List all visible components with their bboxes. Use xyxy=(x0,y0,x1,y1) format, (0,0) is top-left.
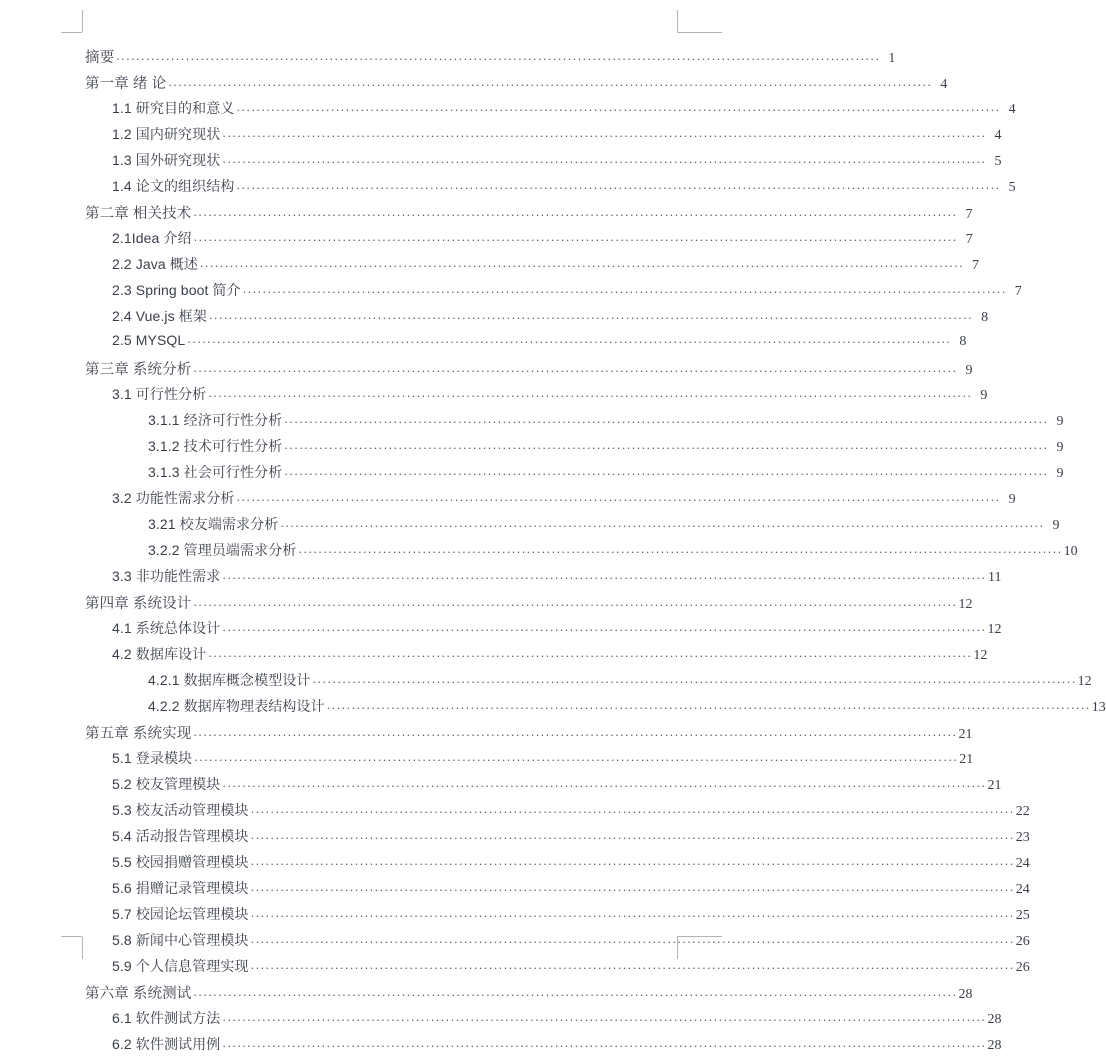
toc-entry-label: 2.2 Java 概述 xyxy=(112,256,198,272)
table-of-contents xyxy=(85,46,1106,1060)
toc-page-number: 12 xyxy=(1077,674,1092,689)
toc-page-number: 7 xyxy=(1014,284,1022,299)
crop-mark-bottom-left-icon xyxy=(61,936,83,959)
toc-page-number: 12 xyxy=(973,648,988,663)
toc-entry-label: 5.4 活动报告管理模块 xyxy=(112,828,249,844)
toc-entry[interactable] xyxy=(85,566,1002,592)
toc-entry[interactable] xyxy=(85,72,948,98)
toc-dot-leader xyxy=(251,854,1015,867)
toc-page-number: 10 xyxy=(1063,544,1078,559)
toc-entry[interactable] xyxy=(85,956,1030,982)
toc-entry-label: 3.1 可行性分析 xyxy=(112,386,207,402)
toc-entry-label: 5.3 校友活动管理模块 xyxy=(112,802,249,818)
toc-entry-label: 2.5 MYSQL xyxy=(112,332,186,348)
toc-entry[interactable] xyxy=(85,852,1030,878)
toc-entry[interactable] xyxy=(85,670,1092,696)
toc-page-number: 4 xyxy=(994,128,1002,143)
toc-page-number: 9 xyxy=(965,363,973,378)
toc-page-number: 1 xyxy=(888,51,896,66)
crop-mark-vertical-rule xyxy=(82,937,83,959)
toc-dot-leader xyxy=(222,568,986,581)
toc-page-number: 23 xyxy=(1015,830,1030,845)
toc-entry[interactable] xyxy=(85,748,974,774)
toc-dot-leader xyxy=(284,464,1048,477)
toc-dot-leader xyxy=(208,386,972,399)
toc-entry[interactable] xyxy=(85,254,980,280)
toc-dot-leader xyxy=(284,412,1048,425)
toc-entry[interactable] xyxy=(85,514,1060,540)
toc-page-number: 5 xyxy=(994,154,1002,169)
toc-dot-leader xyxy=(193,725,957,738)
toc-entry[interactable] xyxy=(85,358,973,384)
toc-dot-leader xyxy=(236,490,1000,503)
toc-entry-label: 3.1.1 经济可行性分析 xyxy=(148,412,283,428)
toc-page-number: 4 xyxy=(1008,102,1016,117)
toc-dot-leader xyxy=(222,152,986,165)
toc-entry[interactable] xyxy=(85,410,1064,436)
toc-entry-label: 1.2 国内研究现状 xyxy=(112,126,221,142)
toc-page-number: 28 xyxy=(987,1012,1002,1027)
toc-entry-label: 5.7 校园论坛管理模块 xyxy=(112,906,249,922)
toc-entry-label: 2.4 Vue.js 框架 xyxy=(112,308,207,324)
toc-entry[interactable] xyxy=(85,930,1030,956)
toc-dot-leader xyxy=(284,438,1048,451)
toc-dot-leader xyxy=(193,361,957,374)
toc-entry-label: 5.1 登录模块 xyxy=(112,750,193,766)
toc-entry[interactable] xyxy=(85,98,1016,124)
toc-entry[interactable] xyxy=(85,436,1064,462)
toc-entry-label: 3.3 非功能性需求 xyxy=(112,568,221,584)
toc-entry-label: 5.6 捐赠记录管理模块 xyxy=(112,880,249,896)
toc-page-number: 21 xyxy=(958,727,973,742)
toc-page-number: 9 xyxy=(1052,518,1060,533)
toc-entry-label: 5.2 校友管理模块 xyxy=(112,776,221,792)
toc-entry[interactable] xyxy=(85,774,1002,800)
toc-page-number: 28 xyxy=(987,1038,1002,1053)
toc-entry-label: 3.1.3 社会可行性分析 xyxy=(148,464,283,480)
toc-entry-label: 第五章 系统实现 xyxy=(85,726,192,742)
toc-entry[interactable] xyxy=(85,488,1016,514)
toc-entry[interactable] xyxy=(85,540,1078,566)
toc-dot-leader xyxy=(251,828,1015,841)
toc-dot-leader xyxy=(193,205,957,218)
toc-page-number: 9 xyxy=(980,388,988,403)
toc-dot-leader xyxy=(222,776,986,789)
toc-entry-label: 6.1 软件测试方法 xyxy=(112,1010,221,1026)
toc-entry[interactable] xyxy=(85,1008,1002,1034)
toc-page-number: 8 xyxy=(981,310,989,325)
toc-entry[interactable] xyxy=(85,904,1030,930)
toc-page-number: 7 xyxy=(965,207,973,222)
toc-entry-label: 4.2.1 数据库概念模型设计 xyxy=(148,672,311,688)
toc-page-number: 12 xyxy=(987,622,1002,637)
toc-dot-leader xyxy=(222,1036,986,1049)
toc-entry[interactable] xyxy=(85,202,973,228)
toc-page-number: 11 xyxy=(988,570,1002,585)
toc-page-number: 25 xyxy=(1015,908,1030,923)
toc-entry[interactable] xyxy=(85,618,1002,644)
toc-dot-leader xyxy=(209,308,973,321)
toc-entry[interactable] xyxy=(85,826,1030,852)
toc-entry-label: 1.4 论文的组织结构 xyxy=(112,178,235,194)
crop-mark-horizontal-rule xyxy=(677,32,722,33)
toc-entry-label: 3.2 功能性需求分析 xyxy=(112,490,235,506)
toc-dot-leader xyxy=(168,75,932,88)
crop-mark-horizontal-rule xyxy=(61,936,82,937)
toc-entry[interactable] xyxy=(85,878,1030,904)
toc-entry[interactable] xyxy=(85,982,973,1008)
toc-page-number: 9 xyxy=(1056,440,1064,455)
toc-entry[interactable] xyxy=(85,280,1022,306)
toc-entry[interactable] xyxy=(85,722,973,748)
toc-dot-leader xyxy=(236,178,1000,191)
toc-dot-leader xyxy=(236,100,1000,113)
toc-entry-label: 2.1Idea 介绍 xyxy=(112,230,192,246)
toc-entry-label: 4.2 数据库设计 xyxy=(112,646,207,662)
crop-mark-vertical-rule xyxy=(677,10,678,32)
toc-dot-leader xyxy=(193,595,957,608)
toc-entry-label: 4.1 系统总体设计 xyxy=(112,620,221,636)
toc-entry-label: 1.3 国外研究现状 xyxy=(112,152,221,168)
toc-entry[interactable] xyxy=(85,592,973,618)
toc-entry-label: 2.3 Spring boot 简介 xyxy=(112,282,241,298)
toc-entry[interactable] xyxy=(85,306,989,332)
toc-dot-leader xyxy=(222,620,986,633)
toc-dot-leader xyxy=(222,1010,986,1023)
toc-dot-leader xyxy=(222,126,986,139)
toc-entry-label: 5.5 校园捐赠管理模块 xyxy=(112,854,249,870)
toc-entry-label: 6.2 软件测试用例 xyxy=(112,1036,221,1052)
toc-dot-leader xyxy=(116,49,880,62)
toc-page-number: 26 xyxy=(1015,960,1030,975)
toc-entry-label: 3.1.2 技术可行性分析 xyxy=(148,438,283,454)
toc-page-number: 9 xyxy=(1008,492,1016,507)
toc-entry[interactable] xyxy=(85,384,988,410)
toc-page-number: 9 xyxy=(1056,414,1064,429)
toc-entry[interactable] xyxy=(85,150,1002,176)
toc-entry[interactable] xyxy=(85,696,1106,722)
toc-entry[interactable] xyxy=(85,176,1016,202)
toc-dot-leader xyxy=(194,750,958,763)
toc-page-number: 22 xyxy=(1015,804,1030,819)
toc-page-number: 21 xyxy=(959,752,974,767)
toc-dot-leader xyxy=(251,802,1015,815)
toc-entry-label: 第二章 相关技术 xyxy=(85,206,192,222)
crop-mark-top-right-icon xyxy=(677,10,723,33)
toc-page-number: 24 xyxy=(1015,882,1030,897)
toc-entry-label: 1.1 研究目的和意义 xyxy=(112,100,235,116)
toc-entry-label: 第一章 绪 论 xyxy=(85,76,167,92)
toc-entry[interactable] xyxy=(85,332,967,358)
toc-entry[interactable] xyxy=(85,800,1030,826)
toc-page-number: 4 xyxy=(940,77,948,92)
toc-dot-leader xyxy=(313,672,1077,685)
toc-entry-label: 5.9 个人信息管理实现 xyxy=(112,958,249,974)
toc-dot-leader xyxy=(208,646,972,659)
toc-entry-label: 3.21 校友端需求分析 xyxy=(148,516,279,532)
toc-dot-leader xyxy=(327,698,1091,711)
toc-entry[interactable] xyxy=(85,644,988,670)
toc-page-number: 12 xyxy=(958,597,973,612)
toc-entry-label: 5.8 新闻中心管理模块 xyxy=(112,932,249,948)
crop-mark-top-left-icon xyxy=(61,10,83,33)
toc-dot-leader xyxy=(280,516,1044,529)
crop-mark-vertical-rule xyxy=(82,10,83,32)
toc-entry[interactable] xyxy=(85,46,896,72)
toc-page-number: 26 xyxy=(1015,934,1030,949)
toc-page-number: 28 xyxy=(958,987,973,1002)
toc-entry-label: 3.2.2 管理员端需求分析 xyxy=(148,542,297,558)
toc-entry[interactable] xyxy=(85,228,973,254)
toc-page-number: 13 xyxy=(1091,700,1106,715)
toc-dot-leader xyxy=(251,880,1015,893)
toc-dot-leader xyxy=(187,332,951,345)
toc-dot-leader xyxy=(251,906,1015,919)
toc-entry[interactable] xyxy=(85,462,1064,488)
toc-dot-leader xyxy=(243,282,1007,295)
toc-dot-leader xyxy=(251,958,1015,971)
toc-page-number: 5 xyxy=(1008,180,1016,195)
toc-page-number: 8 xyxy=(959,334,967,349)
toc-entry[interactable] xyxy=(85,1034,1002,1060)
toc-dot-leader xyxy=(251,932,1015,945)
toc-entry-label: 4.2.2 数据库物理表结构设计 xyxy=(148,698,325,714)
toc-entry-label: 摘要 xyxy=(85,50,115,66)
toc-page-number: 21 xyxy=(987,778,1002,793)
toc-entry-label: 第三章 系统分析 xyxy=(85,362,192,378)
toc-page-number: 7 xyxy=(965,232,973,247)
toc-page-number: 24 xyxy=(1015,856,1030,871)
toc-page-number: 7 xyxy=(972,258,980,273)
toc-dot-leader xyxy=(194,230,958,243)
crop-mark-horizontal-rule xyxy=(61,32,82,33)
toc-dot-leader xyxy=(298,542,1062,555)
toc-entry-label: 第六章 系统测试 xyxy=(85,986,192,1002)
toc-dot-leader xyxy=(200,256,964,269)
toc-entry[interactable] xyxy=(85,124,1002,150)
toc-entry-label: 第四章 系统设计 xyxy=(85,596,192,612)
toc-page-number: 9 xyxy=(1056,466,1064,481)
toc-dot-leader xyxy=(193,985,957,998)
